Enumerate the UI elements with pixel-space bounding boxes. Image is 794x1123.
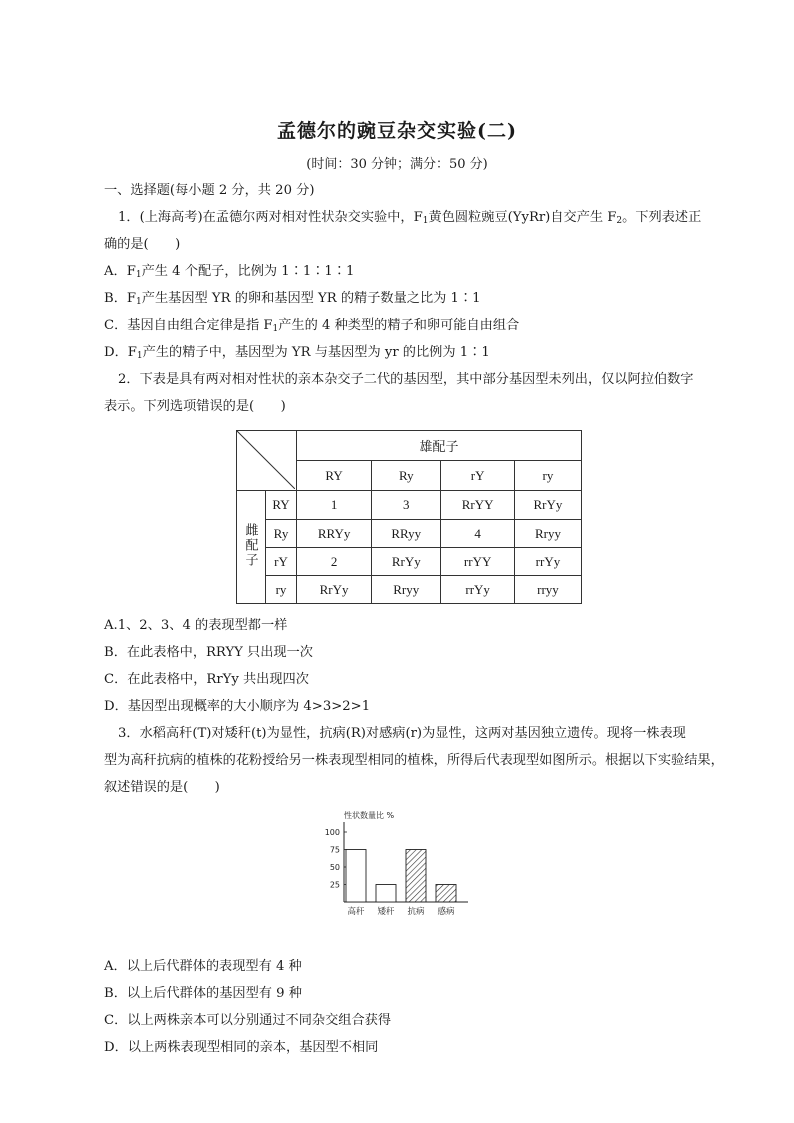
q1-option-a: A．$F_1$产生 4 个配子，比例为 1∶1∶1∶1 [104, 264, 355, 280]
y-tick-label: 75 [329, 845, 340, 855]
q2-stem-line1: 2．下表是具有两对相对性状的亲本杂交子二代的基因型，其中部分基因型未列出，仅以阿拉伯数字 [118, 372, 694, 387]
bar-抗病 [406, 850, 426, 903]
table-cell: 3 [372, 491, 441, 520]
table-cell: RRYy [297, 520, 372, 548]
table-cell: RRyy [372, 520, 441, 548]
y-tick-label: 25 [329, 880, 340, 890]
q3-option-d: D．以上两株表现型相同的亲本，基因型不相同 [104, 1040, 379, 1055]
q1-option-b: B．$F_1$产生基因型 YR 的卵和基因型 YR 的精子数量之比为 1∶1 [104, 291, 481, 307]
y-axis-label: 性状数量比 % [344, 811, 395, 820]
section-heading: 一、选择题(每小题 2 分，共 20 分) [104, 183, 315, 198]
q2-option-a: A.1、2、3、4 的表现型都一样 [104, 618, 288, 633]
col-label: Ry [372, 461, 441, 491]
table-cell: RrYy [372, 548, 441, 576]
table-cell: 1 [297, 491, 372, 520]
col-header: 雄配子 [297, 431, 582, 461]
q3-stem-line1: 3．水稻高秆(T)对矮秆(t)为显性，抗病(R)对感病(r)为显性，这两对基因独立遗传。现将一株表现 [118, 726, 686, 741]
row-label: ry [266, 576, 297, 604]
q3-option-c: C．以上两株亲本可以分别通过不同杂交组合获得 [104, 1013, 392, 1028]
row-header: 雌配子 [237, 491, 266, 604]
q1-option-d: D．$F_1$产生的精子中，基因型为 YR 与基因型为 yr 的比例为 1∶1 [104, 345, 490, 361]
row-label: RY [266, 491, 297, 520]
q3-option-a: A．以上后代群体的表现型有 4 种 [104, 959, 302, 974]
table-cell: rrYY [441, 548, 515, 576]
table-cell: 4 [441, 520, 515, 548]
table-cell: rrYy [514, 548, 581, 576]
q1-stem-line2: 确的是( ) [104, 237, 181, 252]
bar-矮秆 [376, 885, 396, 903]
table-cell: RrYy [514, 491, 581, 520]
table-cell: RrYY [441, 491, 515, 520]
q2-stem-line2: 表示。下列选项错误的是( ) [104, 399, 286, 414]
x-tick-label: 感病 [437, 907, 455, 917]
table-corner [237, 431, 297, 491]
phenotype-bar-chart [318, 806, 478, 922]
x-tick-label: 高秆 [347, 907, 365, 917]
x-tick-label: 矮秆 [377, 907, 395, 917]
page-title: 孟德尔的豌豆杂交实验(二) [277, 120, 517, 142]
corner-diagonal [237, 431, 295, 489]
page-subtitle: (时间：30 分钟；满分：50 分) [306, 157, 488, 172]
q2-option-d: D．基因型出现概率的大小顺序为 4>3>2>1 [104, 699, 371, 714]
genotype-table [236, 430, 582, 604]
y-tick-label: 50 [329, 863, 340, 872]
q1-option-c: C．基因自由组合定律是指 $F_1$产生的 4 种类型的精子和卵可能自由组合 [104, 318, 520, 334]
bar-感病 [436, 885, 456, 903]
row-label: rY [266, 548, 297, 576]
table-cell: rryy [514, 576, 581, 604]
bar-高秆 [346, 850, 366, 903]
col-label: rY [441, 461, 515, 491]
table-cell: RrYy [297, 576, 372, 604]
table-cell: rrYy [441, 576, 515, 604]
table-cell: Rryy [514, 520, 581, 548]
col-label: ry [514, 461, 581, 491]
y-tick-label: 100 [324, 828, 340, 837]
q3-stem-line2: 型为高秆抗病的植株的花粉授给另一株表现型相同的植株，所得后代表现型如图所示。根据以下实验结果， [104, 753, 724, 768]
table-cell: 2 [297, 548, 372, 576]
row-label: Ry [266, 520, 297, 548]
table-cell: Rryy [372, 576, 441, 604]
col-label: RY [297, 461, 372, 491]
q1-stem-line1: 1．(上海高考)在孟德尔两对相对性状杂交实验中，$F_1$黄色圆粒豌豆(YyRr)自交产生 $F_2$。下列表述正 [118, 210, 702, 226]
q2-option-c: C．在此表格中，RrYy 共出现四次 [104, 672, 309, 687]
q2-option-b: B．在此表格中，RRYY 只出现一次 [104, 645, 313, 660]
q3-stem-line3: 叙述错误的是( ) [104, 780, 220, 795]
x-tick-label: 抗病 [407, 907, 425, 917]
q3-option-b: B．以上后代群体的基因型有 9 种 [104, 986, 302, 1001]
